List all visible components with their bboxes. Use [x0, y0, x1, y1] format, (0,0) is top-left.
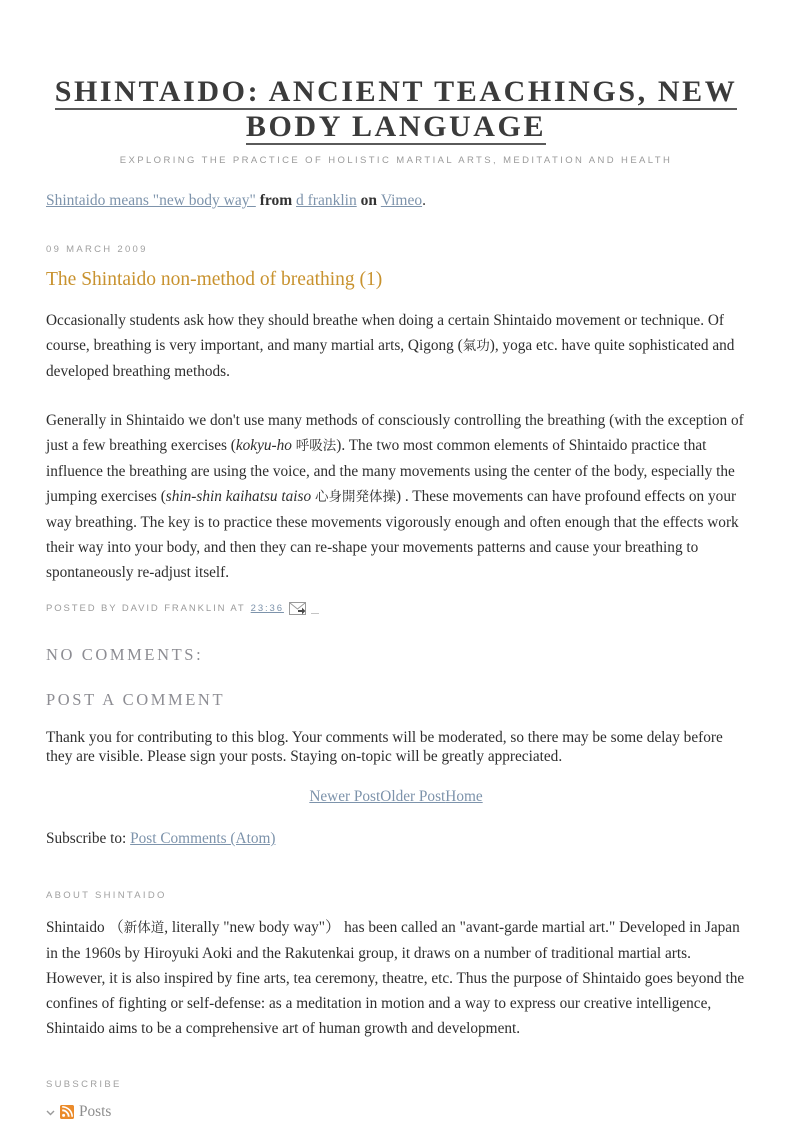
rss-feed-icon[interactable] [60, 1105, 74, 1119]
blog-header [46, 0, 746, 166]
post-timestamp-link[interactable]: 23:36 [250, 603, 284, 614]
page-content [46, 0, 746, 1121]
video-from-word: from [259, 192, 293, 210]
paragraph-2-part-b: ). The two most common elements of Shintaido practice that influence the breathing are using the voice, and the many movements using the center of the body, especially the jumping exercises ( [46, 437, 735, 505]
video-credit-period: . [422, 192, 426, 210]
about-shintaido-title: ABOUT SHINTAIDO [46, 890, 167, 901]
post-date: 09 MARCH 2009 [46, 244, 148, 256]
post-body [46, 308, 746, 585]
footer-divider [311, 603, 319, 614]
post-comments-atom-link[interactable]: Post Comments (Atom) [130, 830, 276, 847]
blog-title [46, 74, 746, 144]
subscribe-posts-label: Posts [79, 1103, 112, 1120]
no-comments-heading: NO COMMENTS: [46, 645, 204, 664]
newer-post-link[interactable]: Newer Post [309, 788, 381, 805]
posted-by-label: POSTED BY DAVID FRANKLIN AT [46, 603, 246, 614]
video-title-link[interactable]: Shintaido means "new body way" [46, 192, 256, 210]
video-platform-link[interactable]: Vimeo [380, 192, 423, 210]
paragraph-1-japanese-qigong: 氣功 [462, 338, 490, 354]
subscribe-to-label: Subscribe to: [46, 830, 127, 847]
older-post-link[interactable]: Older Post [380, 788, 446, 805]
about-japanese-shintaido: 新体道 [123, 920, 165, 936]
video-on-word: on [360, 192, 377, 210]
post-paragraph-2 [46, 408, 746, 585]
about-text-part-a: Shintaido （ [46, 919, 124, 936]
paragraph-1-part-b: ), yoga etc. have quite sophisticated and developed breathing methods. [46, 337, 735, 380]
paragraph-2-part-a: Generally in Shintaido we don't use many methods of consciously controlling the breathing (with the exception of just a few breathing exercises ( [46, 412, 744, 454]
blog-subtitle: EXPLORING THE PRACTICE OF HOLISTIC MARTIAL ARTS, MEDITATION AND HEALTH [119, 155, 673, 167]
paragraph-2-taiso-romaji: shin-shin kaihatsu taiso [165, 488, 312, 505]
blog-title-text: SHINTAIDO: ANCIENT TEACHINGS, NEW BODY LANGUAGE [54, 75, 738, 144]
paragraph-2-kokyuho-romaji: kokyu-ho [235, 437, 292, 454]
paragraph-1-part-a: Occasionally students ask how they should breathe when doing a certain Shintaido movement or technique. Of course, breathing is very important, and many martial arts, Qigong ( [46, 312, 724, 354]
chevron-down-icon[interactable] [46, 1108, 55, 1117]
post-paragraph-1 [46, 308, 746, 384]
paragraph-2-japanese-kokyuho: 呼吸法 [295, 438, 337, 454]
video-author-link[interactable]: d franklin [296, 192, 357, 210]
paragraph-2-japanese-taiso: 心身開発体操 [314, 489, 396, 505]
subscribe-widget-title: SUBSCRIBE [46, 1079, 122, 1090]
post-footer [46, 602, 746, 615]
subscribe-posts-row[interactable] [46, 1103, 746, 1121]
comment-policy-note: Thank you for contributing to this blog. Your comments will be moderated, so there may be some delay before they are visible. Please sign your posts. Staying on-topic will be greatly appreciated. [46, 729, 723, 765]
email-post-icon[interactable] [289, 602, 306, 615]
blog-pager [46, 788, 746, 806]
post-a-comment-heading: POST A COMMENT [46, 690, 226, 709]
subscribe-to-line [46, 830, 746, 848]
about-shintaido-text [46, 915, 746, 1041]
about-text-part-b: , literally "new body way"） has been called an "avant-garde martial art." Developed in Japan in the 1960s by Hiroyuki Aoki and the Rakutenkai group, it draws on a number of traditional martial arts. However, it is also inspired by fine arts, tea ceremony, theatre, etc. Thus the purpose of Shintaido goes beyond the confines of fighting or self-defense: as a meditation in motion and a way to express our creative intelligence, Shintaido aims to be a comprehensive art of human growth and development. [46, 919, 745, 1037]
post-title: The Shintaido non-method of breathing (1) [46, 269, 383, 291]
paragraph-2-part-c: ) . These movements can have profound effects on your way breathing. The key is to practice these movements vigorously enough and often enough that the effects work their way into your body, and then they can re-shape your movements patterns and cause your breathing to spontaneously re-adjust itself. [46, 488, 739, 581]
video-credit-line [46, 189, 746, 212]
home-link[interactable]: Home [445, 788, 483, 805]
